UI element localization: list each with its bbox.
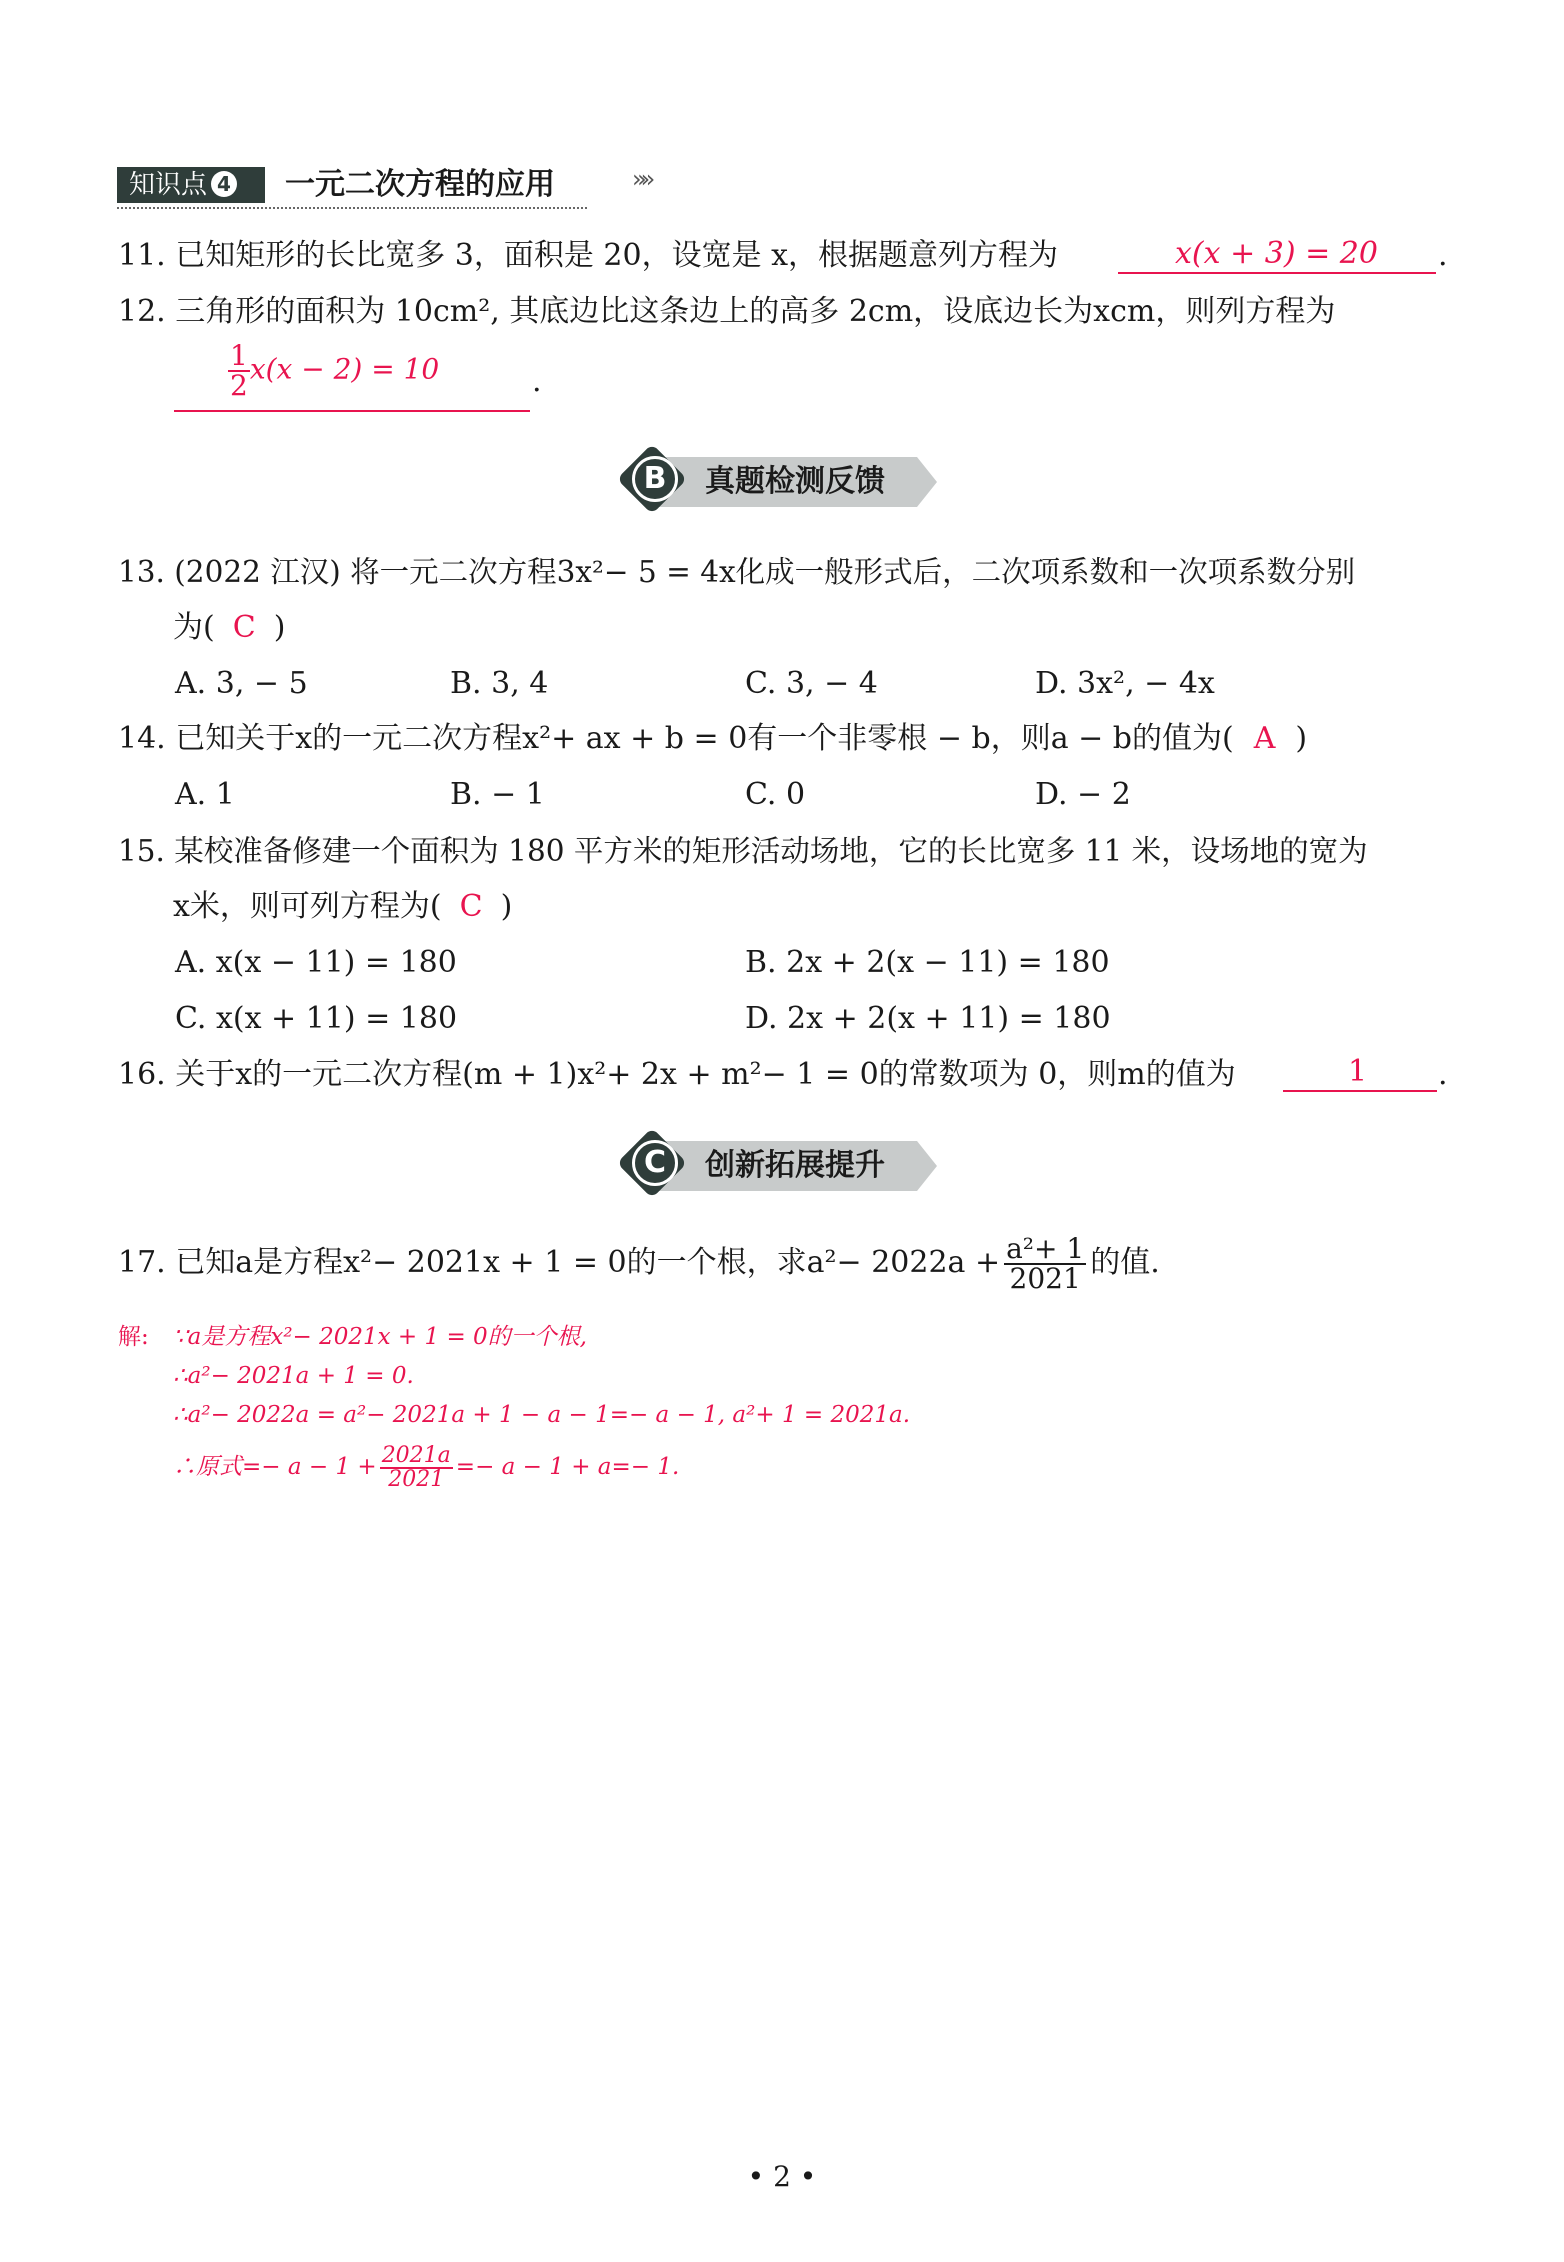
solution-label: 解:: [118, 1324, 149, 1350]
option: C. 0: [745, 777, 806, 812]
section-title: 一元二次方程的应用: [285, 167, 555, 202]
banner-letter: C: [632, 1140, 678, 1186]
knowledge-point-badge: 知识点 4: [117, 167, 265, 203]
fraction: $\frac{1}{2}$: [230, 339, 248, 402]
question-11-tail: .: [1438, 238, 1448, 273]
option: A. x(x − 11) = 180: [175, 945, 457, 980]
question-15-answer: C: [459, 889, 483, 924]
question-16-text: 16. 关于x的一元二次方程(m + 1)x²+ 2x + m²− 1 = 0的常数项为 0，则m的值为: [118, 1057, 1236, 1092]
banner-title: 真题检测反馈: [705, 464, 885, 499]
question-16-tail: .: [1438, 1057, 1448, 1092]
question-12-text: 12. 三角形的面积为 10cm², 其底边比这条边上的高多 2cm，设底边长为xcm，则列方程为: [118, 294, 1336, 329]
solution-line-2: ∴a²− 2021a + 1 = 0.: [173, 1363, 414, 1389]
section-header-4: [117, 163, 667, 207]
option: C. 3, − 4: [745, 666, 878, 701]
option: B. 3, 4: [450, 666, 549, 701]
option: D. 2x + 2(x + 11) = 180: [745, 1001, 1111, 1036]
option: C. x(x + 11) = 180: [175, 1001, 458, 1036]
question-16-answer: 1: [1348, 1054, 1368, 1089]
question-13-cont: 为( C ): [173, 610, 286, 645]
banner-letter: B: [632, 456, 678, 502]
question-11: [118, 236, 1058, 276]
question-12-tail: .: [532, 364, 542, 399]
question-12-answer: $\frac{1}{2}$ x(x − 2) = 10: [230, 339, 440, 402]
divider: [117, 207, 587, 209]
question-14-answer: A: [1253, 721, 1276, 756]
fraction: $\frac{2021a}{2021}$: [381, 1443, 451, 1492]
chevron-right-icon: »»: [632, 165, 650, 193]
solution-line-1: ∵a是方程x²− 2021x + 1 = 0的一个根,: [173, 1324, 587, 1350]
knowledge-point-number: 4: [211, 171, 237, 197]
option: B. 2x + 2(x − 11) = 180: [745, 945, 1110, 980]
option: B. − 1: [450, 777, 545, 812]
question-15-cont: x米，则可列方程为( C ): [173, 889, 513, 924]
question-13-text: 13. (2022 江汉) 将一元二次方程3x²− 5 = 4x化成一般形式后，二次项系数和一次项系数分别: [118, 555, 1356, 589]
option: A. 3, − 5: [175, 666, 308, 701]
question-17: 17. 已知a是方程x²− 2021x + 1 = 0的一个根，求a²− 2022a + $\frac{\text{a²+ 1}}{2021}$ 的值.: [118, 1232, 1160, 1295]
answer-underline: [174, 410, 530, 412]
question-14: 14. 已知关于x的一元二次方程x²+ ax + b = 0有一个非零根 − b，则a − b的值为( A ): [118, 721, 1308, 756]
option: A. 1: [175, 777, 235, 812]
option: D. − 2: [1035, 777, 1131, 812]
page-number: • 2 •: [747, 2160, 817, 2193]
section-banner-b: [620, 447, 960, 517]
question-15-text: 15. 某校准备修建一个面积为 180 平方米的矩形活动场地，它的长比宽多 11 米，设场地的宽为: [118, 834, 1368, 868]
fraction: $\frac{\text{a²+ 1}}{2021}$: [1006, 1232, 1085, 1295]
section-banner-c: [620, 1131, 960, 1201]
question-11-text: 11. 已知矩形的长比宽多 3，面积是 20，设宽是 x，根据题意列方程为: [118, 238, 1059, 273]
option: D. 3x², − 4x: [1035, 666, 1215, 701]
question-13-answer: C: [232, 610, 256, 645]
banner-title: 创新拓展提升: [705, 1148, 885, 1183]
solution-line-3: ∴a²− 2022a = a²− 2021a + 1 − a − 1=− a − 1, a²+ 1 = 2021a.: [173, 1402, 911, 1428]
solution-line-4: ∴原式=− a − 1 + $\frac{2021a}{2021}$ =− a − 1 + a=− 1.: [173, 1443, 680, 1492]
question-11-answer: x(x + 3) = 20: [1175, 236, 1378, 271]
